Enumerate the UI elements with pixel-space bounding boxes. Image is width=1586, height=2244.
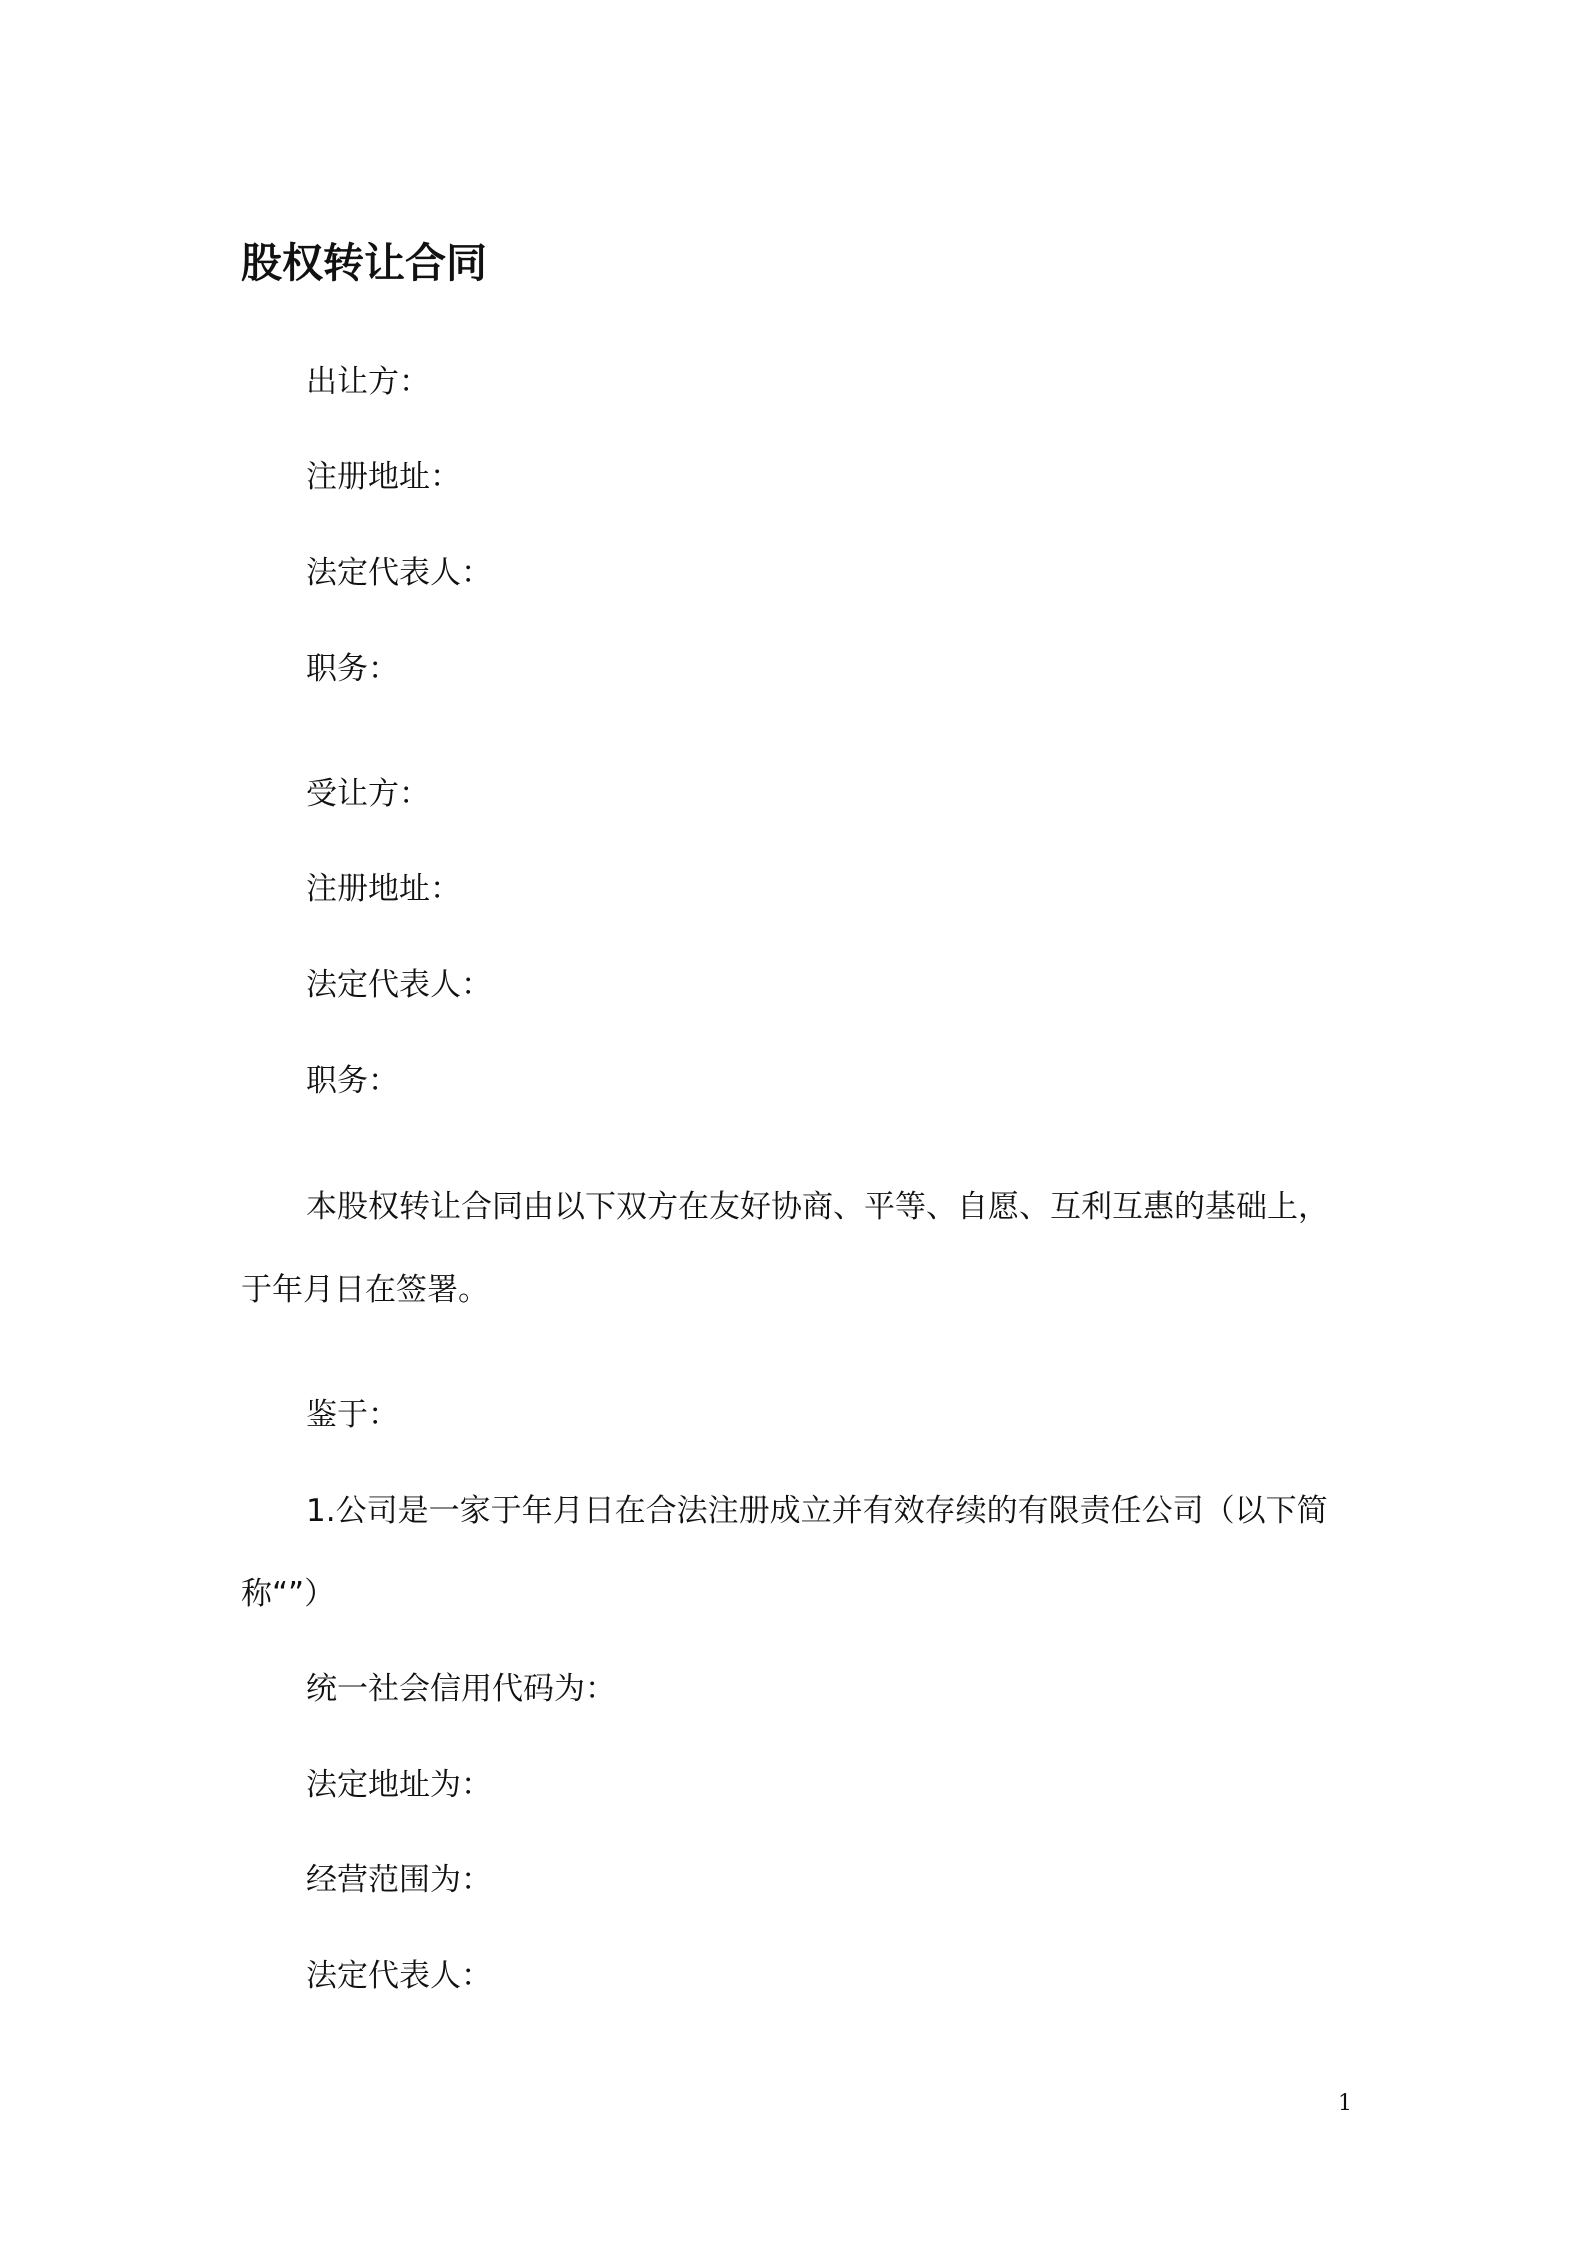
page-number: 1 — [1338, 2091, 1352, 2116]
credit-code-label: 统一社会信用代码为： — [306, 1671, 616, 1707]
legal-address-label: 法定地址为： — [306, 1767, 492, 1803]
whereas-label: 鉴于： — [306, 1397, 399, 1433]
intro-paragraph-line2: 于年月日在签署。 — [241, 1272, 489, 1308]
clause-1-line1: 1.公司是一家于年月日在合法注册成立并有效存续的有限责任公司（以下简 — [306, 1493, 1328, 1529]
transferee-name-label: 受让方： — [306, 776, 430, 812]
document-title: 股权转让合同 — [241, 239, 487, 287]
transferee-position-label: 职务： — [306, 1063, 399, 1099]
transferor-address-label: 注册地址： — [306, 459, 461, 495]
company-legal-rep-label: 法定代表人： — [306, 1958, 492, 1994]
transferee-address-label: 注册地址： — [306, 871, 461, 907]
clause-1-line2: 称“”） — [241, 1576, 336, 1612]
business-scope-label: 经营范围为： — [306, 1862, 492, 1898]
transferor-legal-rep-label: 法定代表人： — [306, 555, 492, 591]
transferor-position-label: 职务： — [306, 651, 399, 687]
intro-paragraph-line1: 本股权转让合同由以下双方在友好协商、平等、自愿、互利互惠的基础上， — [306, 1189, 1329, 1225]
transferee-legal-rep-label: 法定代表人： — [306, 967, 492, 1003]
transferor-name-label: 出让方： — [306, 364, 430, 400]
